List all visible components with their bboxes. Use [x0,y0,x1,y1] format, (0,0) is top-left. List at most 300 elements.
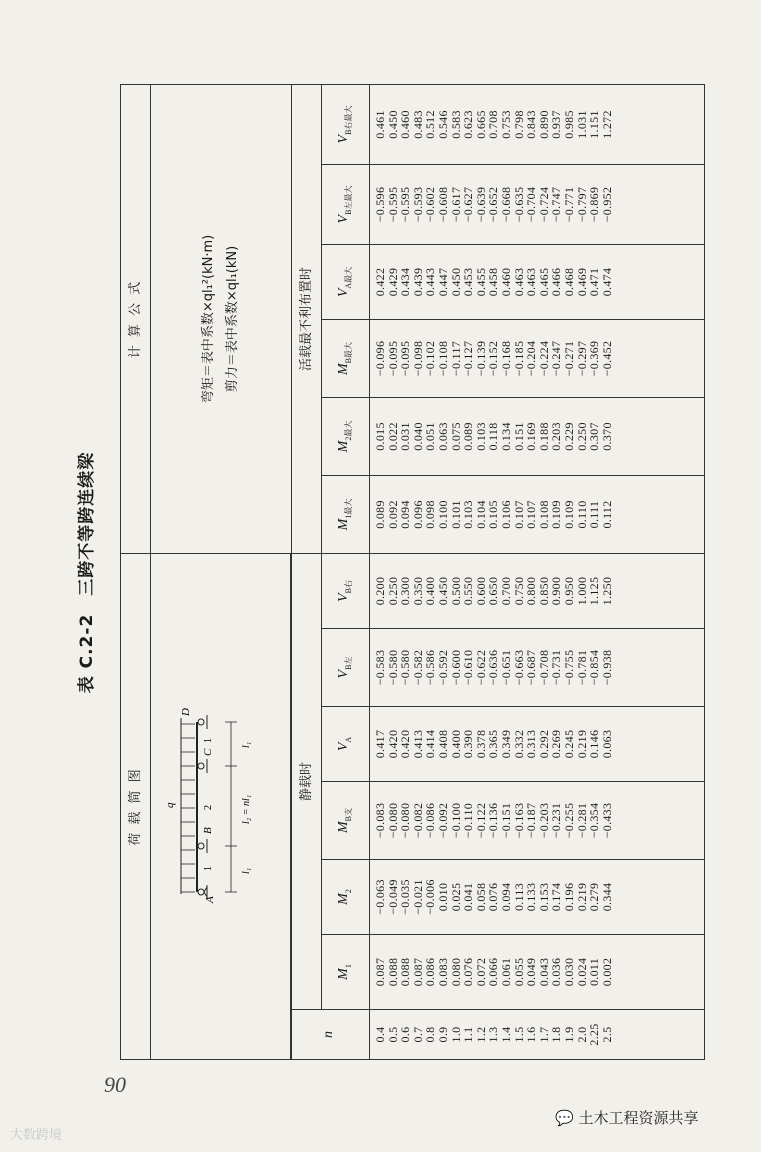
table-cell: 0.103 [473,422,488,451]
table-cell: 0.103 [461,500,476,529]
table-cell: 0.6 [398,1026,413,1043]
table-cell: 0.096 [410,500,425,529]
table-cell: 0.133 [524,882,539,912]
data-column-6 [370,554,705,629]
table-cell: 0.076 [461,957,476,987]
table-cell: 0.040 [410,422,425,451]
table-cell: 0.349 [498,729,513,759]
table-cell: 0.8 [423,1026,438,1043]
col-header-4: $V_A$ [322,707,370,782]
table-cell: −0.583 [373,649,387,686]
data-column-10 [370,245,705,320]
table-cell: −0.063 [373,879,387,915]
table-cell: 0.279 [587,882,602,912]
table-cell: 0.002 [599,957,614,987]
table-cell: −0.224 [536,340,551,377]
table-cell: −0.108 [435,340,450,377]
table-cell: 0.434 [398,267,413,297]
table-cell: 0.453 [461,267,476,297]
moment-formula: 弯矩＝表中系数×ql₁²(kN·m) [201,234,217,404]
table-cell: 0.051 [423,422,438,451]
table-cell: 0.344 [599,882,614,912]
table-cell: −0.086 [423,802,438,839]
diagram-header: 荷 载 简 图 [121,554,151,1060]
table-cell: 0.313 [524,729,539,759]
table-cell: 0.075 [448,422,463,451]
table-cell: 0.600 [473,576,488,606]
table-cell: 0.049 [524,957,539,987]
table-cell: 0.250 [385,576,400,606]
table-cell: 0.417 [373,729,387,759]
table-cell: 0.5 [385,1026,400,1043]
table-cell: 0.134 [498,422,513,451]
data-column-8 [370,398,705,476]
span-label-1: 1 [203,866,215,872]
table-cell: 1.6 [524,1026,539,1043]
table-cell: 0.041 [461,882,476,912]
table-cell: −0.117 [448,340,463,377]
table-cell: −0.096 [373,340,387,377]
table-cell: 0.076 [486,882,501,912]
table-cell: 0.269 [549,729,564,759]
table-title: 表 C.2-2 三跨不等跨连续梁 [77,451,97,694]
col-header-9: $M_{B最大}$ [322,320,370,398]
table-cell: −0.168 [498,340,513,377]
table-cell: 0.463 [511,267,526,297]
table-cell: −0.136 [486,802,501,839]
table-cell: 0.700 [498,576,513,606]
table-cell: −0.952 [599,186,614,223]
shear-formula: 剪力＝表中系数×ql₁(kN) [225,245,240,393]
table-cell: 0.010 [435,882,450,912]
table-cell: −0.595 [385,186,400,223]
table-cell: 0.469 [574,267,589,297]
data-column-7 [370,476,705,554]
table-cell: 1.000 [574,576,589,606]
table-cell: 0.750 [511,576,526,606]
data-column-5 [370,629,705,707]
span-label-3: 1 [203,738,215,744]
table-cell: 0.332 [511,729,526,759]
dimension-l2: l₂ = nl₁ [241,795,253,825]
table-cell: 0.153 [536,882,551,912]
table-cell: −0.354 [587,802,602,839]
table-cell: 0.151 [511,422,526,451]
table-cell: −0.080 [398,802,413,839]
table-cell: −0.869 [587,186,602,223]
table-cell: 0.365 [486,729,501,759]
table-cell: 0.300 [398,576,413,606]
watermark-right: 💬 土木工程资源共享 [555,1109,699,1127]
page-number: 90 [104,1072,126,1097]
table-cell: −0.185 [511,340,526,377]
table-cell: 0.092 [385,500,400,529]
table-data-row [370,85,705,1060]
table-cell: 0.111 [587,500,602,529]
table-cell: 1.7 [536,1026,551,1043]
table-cell: 0.025 [448,882,463,912]
table-cell: −0.092 [435,802,450,839]
table-cell: 0.087 [373,957,387,987]
table-cell: −0.938 [599,649,614,686]
table-cell: 0.546 [435,110,450,139]
table-cell: 0.058 [473,882,488,912]
table-cell: −0.731 [549,649,564,686]
table-cell: −0.100 [448,802,463,839]
table-cell: 0.468 [561,267,576,297]
data-column-9 [370,320,705,398]
dimension-l1-left: l₁ [241,868,253,875]
col-header-6: $V_{B右}$ [322,554,370,629]
support-label-A: A [204,896,217,904]
table-cell: 0.080 [448,957,463,987]
table-cell: 1.031 [574,110,589,139]
table-cell: 0.107 [524,500,539,529]
table-cell: 0.753 [498,110,513,139]
table-cell: −0.152 [486,340,501,377]
support-label-B: B [202,827,215,835]
table-cell: −0.596 [373,186,387,223]
table-cell: −0.035 [398,879,413,915]
table-cell: 0.465 [536,267,551,297]
table-cell: 0.036 [549,957,564,987]
formula-header: 计 算 公 式 [121,85,151,554]
table-cell: 0.110 [574,500,589,529]
table-cell: 0.072 [473,957,488,987]
table-cell: 1.0 [448,1026,463,1043]
table-cell: 0.063 [599,729,614,759]
table-cell: 0.104 [473,500,488,529]
table-cell: 0.400 [448,729,463,759]
table-cell: −0.080 [385,802,400,839]
table-cell: −0.610 [461,649,476,686]
table-cell: 0.800 [524,576,539,606]
support-label-D: D [180,708,193,717]
col-header-11: $V_{B左最大}$ [322,165,370,245]
table-cell: −0.127 [461,340,476,377]
table-cell: −0.593 [410,186,425,223]
table-cell: 0.937 [549,110,564,139]
data-column-12 [370,85,705,165]
table-cell: 0.118 [486,422,501,451]
table-cell: 0.460 [498,267,513,297]
table-cell: 0.370 [599,422,614,451]
table-cell: 0.219 [574,882,589,912]
table-cell: 0.623 [461,110,476,139]
table-cell: 0.043 [536,957,551,987]
table-cell: −0.187 [524,802,539,839]
table-cell: −0.636 [486,649,501,686]
col-header-0: n [292,1010,370,1060]
table-cell: 0.400 [423,576,438,606]
table-cell: −0.151 [498,802,513,839]
data-column-4 [370,707,705,782]
table-cell: 0.450 [385,110,400,139]
table-cell: 0.850 [536,576,551,606]
diagram-label-q: q [164,803,177,809]
col-header-5: $V_{B左}$ [322,629,370,707]
dimension-l1-right: l₁ [241,742,253,749]
table-cell: 0.650 [486,576,501,606]
table-cell: 2.5 [599,1026,614,1043]
table-cell: −0.592 [435,649,450,686]
table-cell: −0.006 [423,879,438,915]
table-cell: −0.652 [486,186,501,223]
table-cell: 0.483 [410,110,425,139]
table-cell: −0.049 [385,879,400,915]
table-cell: 0.950 [561,576,576,606]
table-cell: 0.443 [423,267,438,297]
table-cell: −0.139 [473,340,488,377]
data-column-3 [370,782,705,860]
table-cell: 0.094 [498,882,513,912]
table-cell: 0.413 [410,729,425,759]
col-header-1: $M_1$ [322,935,370,1010]
table-cell: 0.474 [599,267,614,297]
table-cell: −0.627 [461,186,476,223]
static-load-header: 静载时 [292,554,322,1010]
table-cell: −0.110 [461,802,476,839]
table-cell: −0.755 [561,649,576,686]
table-cell: 0.900 [549,576,564,606]
data-column-1 [370,935,705,1010]
table-cell: 0.471 [587,267,602,297]
table-cell: 0.107 [511,500,526,529]
table-cell: 0.798 [511,110,526,139]
chat-icon: 💬 [555,1109,579,1127]
table-cell: 0.466 [549,267,564,297]
table-cell: −0.021 [410,879,425,915]
table-cell: 0.292 [536,729,551,759]
table-cell: 0.350 [410,576,425,606]
table-cell: 1.2 [473,1026,488,1043]
table-cell: 0.450 [435,576,450,606]
table-cell: 0.460 [398,110,413,139]
table-cell: 0.7 [410,1026,425,1043]
table-cell: 0.113 [511,882,526,912]
table-cell: −0.854 [587,649,602,686]
table-cell: −0.622 [473,649,488,686]
table-cell: 0.030 [561,957,576,987]
span-label-2: 2 [203,805,215,811]
table-cell: −0.281 [574,802,589,839]
table-cell: 1.8 [549,1026,564,1043]
table-cell: 0.108 [536,500,551,529]
table-cell: −0.602 [423,186,438,223]
table-cell: 0.063 [435,422,450,451]
table-cell: −0.203 [536,802,551,839]
table-cell: 0.229 [561,422,576,451]
table-cell: −0.369 [587,340,602,377]
table-cell: 0.439 [410,267,425,297]
table-cell: 0.061 [498,957,513,987]
table-cell: 1.272 [599,110,614,139]
table-cell: −0.747 [549,186,564,223]
table-cell: 0.146 [587,729,602,759]
table-cell: −0.580 [398,649,413,686]
table-cell: 0.109 [549,500,564,529]
table-cell: 0.089 [461,422,476,451]
data-column-2 [370,860,705,935]
table-cell: −0.687 [524,649,539,686]
table-cell: 0.512 [423,110,438,139]
table-cell: 0.088 [385,957,400,987]
table-cell: −0.098 [410,340,425,377]
table-cell: 0.307 [587,422,602,451]
table-cell: 0.203 [549,422,564,451]
table-cell: 1.125 [587,576,602,606]
table-cell: −0.102 [423,340,438,377]
continuous-beam-diagram [159,707,279,907]
table-cell: 0.188 [536,422,551,451]
table-cell: 0.420 [398,729,413,759]
table-cell: −0.704 [524,186,539,223]
table-cell: −0.600 [448,649,463,686]
table-cell: 0.708 [486,110,501,139]
table-cell: 0.461 [373,110,387,139]
table-cell: −0.608 [435,186,450,223]
table-cell: 0.031 [398,422,413,451]
table-cell: 0.458 [486,267,501,297]
col-header-2: $M_2$ [322,860,370,935]
table-cell: −0.724 [536,186,551,223]
table-cell: 1.151 [587,110,602,139]
table-cell: 1.4 [498,1026,513,1043]
table-cell: 0.408 [435,729,450,759]
table-cell: 0.9 [435,1026,450,1043]
table-cell: −0.095 [385,340,400,377]
table-cell: −0.586 [423,649,438,686]
table-cell: 0.665 [473,110,488,139]
table-cell: 0.843 [524,110,539,139]
table-cell: 0.450 [448,267,463,297]
table-cell: 0.087 [410,957,425,987]
table-cell: −0.452 [599,340,614,377]
table-cell: 0.455 [473,267,488,297]
table-cell: 0.100 [435,500,450,529]
table-cell: 2.25 [587,1023,602,1046]
table-cell: 0.447 [435,267,450,297]
table-cell: 0.022 [385,422,400,451]
table-cell: −0.639 [473,186,488,223]
table-cell: 0.414 [423,729,438,759]
table-cell: 0.200 [373,576,387,606]
table-cell: −0.247 [549,340,564,377]
table-cell: 0.550 [461,576,476,606]
table-cell: 2.0 [574,1026,589,1043]
table-cell: 0.112 [599,500,614,529]
table-cell: 0.390 [461,729,476,759]
table-cell: −0.083 [373,802,387,839]
table-cell: −0.095 [398,340,413,377]
table-cell: 0.420 [385,729,400,759]
table-cell: 0.245 [561,729,576,759]
table-cell: −0.271 [561,340,576,377]
table-cell: −0.204 [524,340,539,377]
table-cell: 0.500 [448,576,463,606]
rotated-table-page [77,85,705,1060]
table-cell: 0.089 [373,500,387,529]
table-cell: 1.3 [486,1026,501,1043]
data-column-11 [370,165,705,245]
table-cell: −0.163 [511,802,526,839]
table-cell: 0.169 [524,422,539,451]
table-cell: 0.105 [486,500,501,529]
table-cell: 1.5 [511,1026,526,1043]
table-cell: −0.580 [385,649,400,686]
table-cell: −0.595 [398,186,413,223]
table-cell: 0.086 [423,957,438,987]
table-cell: 0.985 [561,110,576,139]
table-cell: 1.1 [461,1026,476,1043]
table-cell: 1.250 [599,576,614,606]
table-cell: 0.083 [435,957,450,987]
table-cell: −0.663 [511,649,526,686]
table-cell: 0.890 [536,110,551,139]
table-cell: −0.122 [473,802,488,839]
table-cell: 0.174 [549,882,564,912]
table-cell: 0.094 [398,500,413,529]
table-cell: 0.015 [373,422,387,451]
table-cell: −0.797 [574,186,589,223]
table-cell: −0.635 [511,186,526,223]
formula-cell [151,85,292,554]
table-cell: −0.297 [574,340,589,377]
table-cell: −0.668 [498,186,513,223]
table-cell: −0.651 [498,649,513,686]
table-cell: 0.583 [448,110,463,139]
col-header-8: $M_{2最大}$ [322,398,370,476]
live-load-header: 活载最不利布置时 [292,85,322,554]
col-header-3: $M_{B支}$ [322,782,370,860]
table-cell: −0.771 [561,186,576,223]
table-cell: 0.422 [373,267,387,297]
watermark-left: 大数跨境 [10,1128,63,1143]
table-cell: 0.011 [587,957,602,987]
table-cell: 0.101 [448,500,463,529]
data-column-0 [370,1010,705,1060]
table-cell: 0.219 [574,729,589,759]
col-header-7: $M_{1最大}$ [322,476,370,554]
table-cell: 0.066 [486,957,501,987]
table-cell: 0.463 [524,267,539,297]
table-cell: 0.106 [498,500,513,529]
table-cell: 0.088 [398,957,413,987]
support-label-C: C [202,749,215,757]
table-cell: 0.378 [473,729,488,759]
table-cell: −0.617 [448,186,463,223]
load-diagram-cell [151,554,291,1060]
table-cell: −0.582 [410,649,425,686]
table-cell: 0.4 [373,1026,387,1043]
table-cell: 0.024 [574,957,589,987]
table-cell: −0.082 [410,802,425,839]
table-cell: 0.250 [574,422,589,451]
table-cell: 0.098 [423,500,438,529]
table-cell: 0.109 [561,500,576,529]
table-cell: −0.231 [549,802,564,839]
table-cell: −0.781 [574,649,589,686]
table-cell: 0.055 [511,957,526,987]
table-cell: 0.196 [561,882,576,912]
table-cell: −0.433 [599,802,614,839]
col-header-10: $V_{A最大}$ [322,245,370,320]
col-header-12: $V_{B右最大}$ [322,85,370,165]
table-cell: 1.9 [561,1026,576,1043]
table-cell: −0.255 [561,802,576,839]
coefficient-table [120,84,705,1060]
table-cell: 0.429 [385,267,400,297]
